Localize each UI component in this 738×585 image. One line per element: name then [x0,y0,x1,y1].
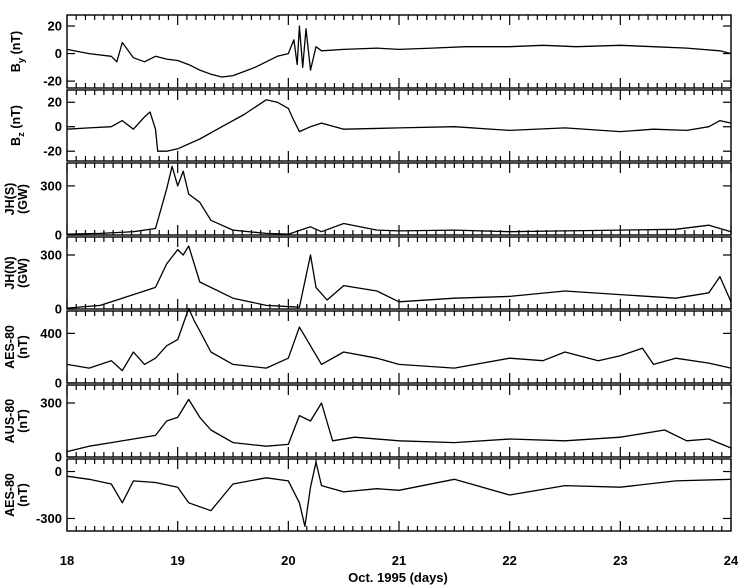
y-label-main: AUS-80 [3,398,17,444]
y-axis-label [3,325,30,369]
svg-text:By (nT) [9,31,27,72]
panel-by [9,15,731,89]
x-tick-label: 23 [613,553,628,568]
svg-text:JH(S)(GW) [3,183,30,216]
svg-text:AUS-80(nT) [3,399,30,444]
y-tick-label: -20 [43,73,62,89]
y-tick-label: 0 [54,375,62,391]
y-tick-label: 400 [40,325,62,341]
y-axis-label [3,183,30,216]
svg-text:Bz (nT) [9,105,27,146]
y-label-unit: (nT) [9,30,23,55]
y-label-unit: (nT) [9,105,23,129]
panel-bz [9,90,731,161]
y-tick-label: 0 [54,301,62,317]
x-tick-label: 18 [59,553,75,568]
x-tick-label: 21 [391,553,407,568]
x-tick-label: 24 [723,553,738,568]
series-line-bz [67,100,731,151]
series-line-jhn [67,246,731,308]
x-tick-label: 22 [502,553,517,568]
y-label-unit: (nT) [16,335,30,359]
stacked-panels [3,15,731,531]
panel-jhn [3,237,731,317]
y-tick-label: -300 [35,510,62,526]
y-tick-label: 0 [54,46,62,62]
x-axis-label: Oct. 1995 (days) [348,570,448,585]
y-axis-label [9,31,27,72]
y-axis-label [3,473,30,517]
series-line-jhs [67,166,731,234]
panel-aus [3,385,731,465]
series-line-by [67,26,731,77]
panel-aes2 [3,459,731,531]
y-label-main: B [9,63,23,73]
y-label-main: AES-80 [3,473,17,517]
y-axis-label [3,399,30,444]
y-tick-label: 0 [54,227,62,243]
y-tick-label: 0 [54,119,62,135]
series-line-aus [67,399,731,451]
y-tick-label: 300 [40,178,62,194]
y-tick-label: 300 [40,395,62,411]
y-tick-label: -20 [43,143,62,159]
panel-frame [67,237,731,309]
y-tick-label: 0 [54,464,62,480]
y-label-main: JH(N) [3,256,17,290]
panel-aes [3,309,731,391]
y-tick-label: 20 [47,18,62,34]
y-label-main: JH(S) [3,182,17,216]
panel-frame [67,15,731,88]
y-label-unit: (GW) [16,258,30,288]
svg-text:AES-80(nT) [3,325,30,369]
panel-frame [67,311,731,383]
panel-jhs [3,163,731,243]
y-axis-label [9,105,27,146]
y-label-unit: (GW) [16,184,30,214]
y-tick-label: 0 [54,449,62,465]
x-tick-labels [60,553,738,568]
y-label-subscript: y [16,57,27,64]
y-label-subscript: z [16,132,27,137]
y-label-unit: (nT) [16,409,30,433]
x-tick-label: 19 [170,553,185,568]
y-label-main: AES-80 [3,325,17,369]
y-axis-label [3,256,30,289]
x-tick-label: 20 [281,553,296,568]
panel-frame [67,90,731,161]
panel-frame [67,459,731,531]
svg-text:JH(N)(GW) [3,256,30,289]
y-label-unit: (nT) [16,483,30,507]
svg-text:AES-80(nT) [3,473,30,517]
series-line-aes2 [67,462,731,526]
y-tick-label: 300 [40,247,62,263]
y-tick-label: 20 [47,94,62,110]
y-label-main: B [9,136,23,146]
panel-frame [67,163,731,235]
